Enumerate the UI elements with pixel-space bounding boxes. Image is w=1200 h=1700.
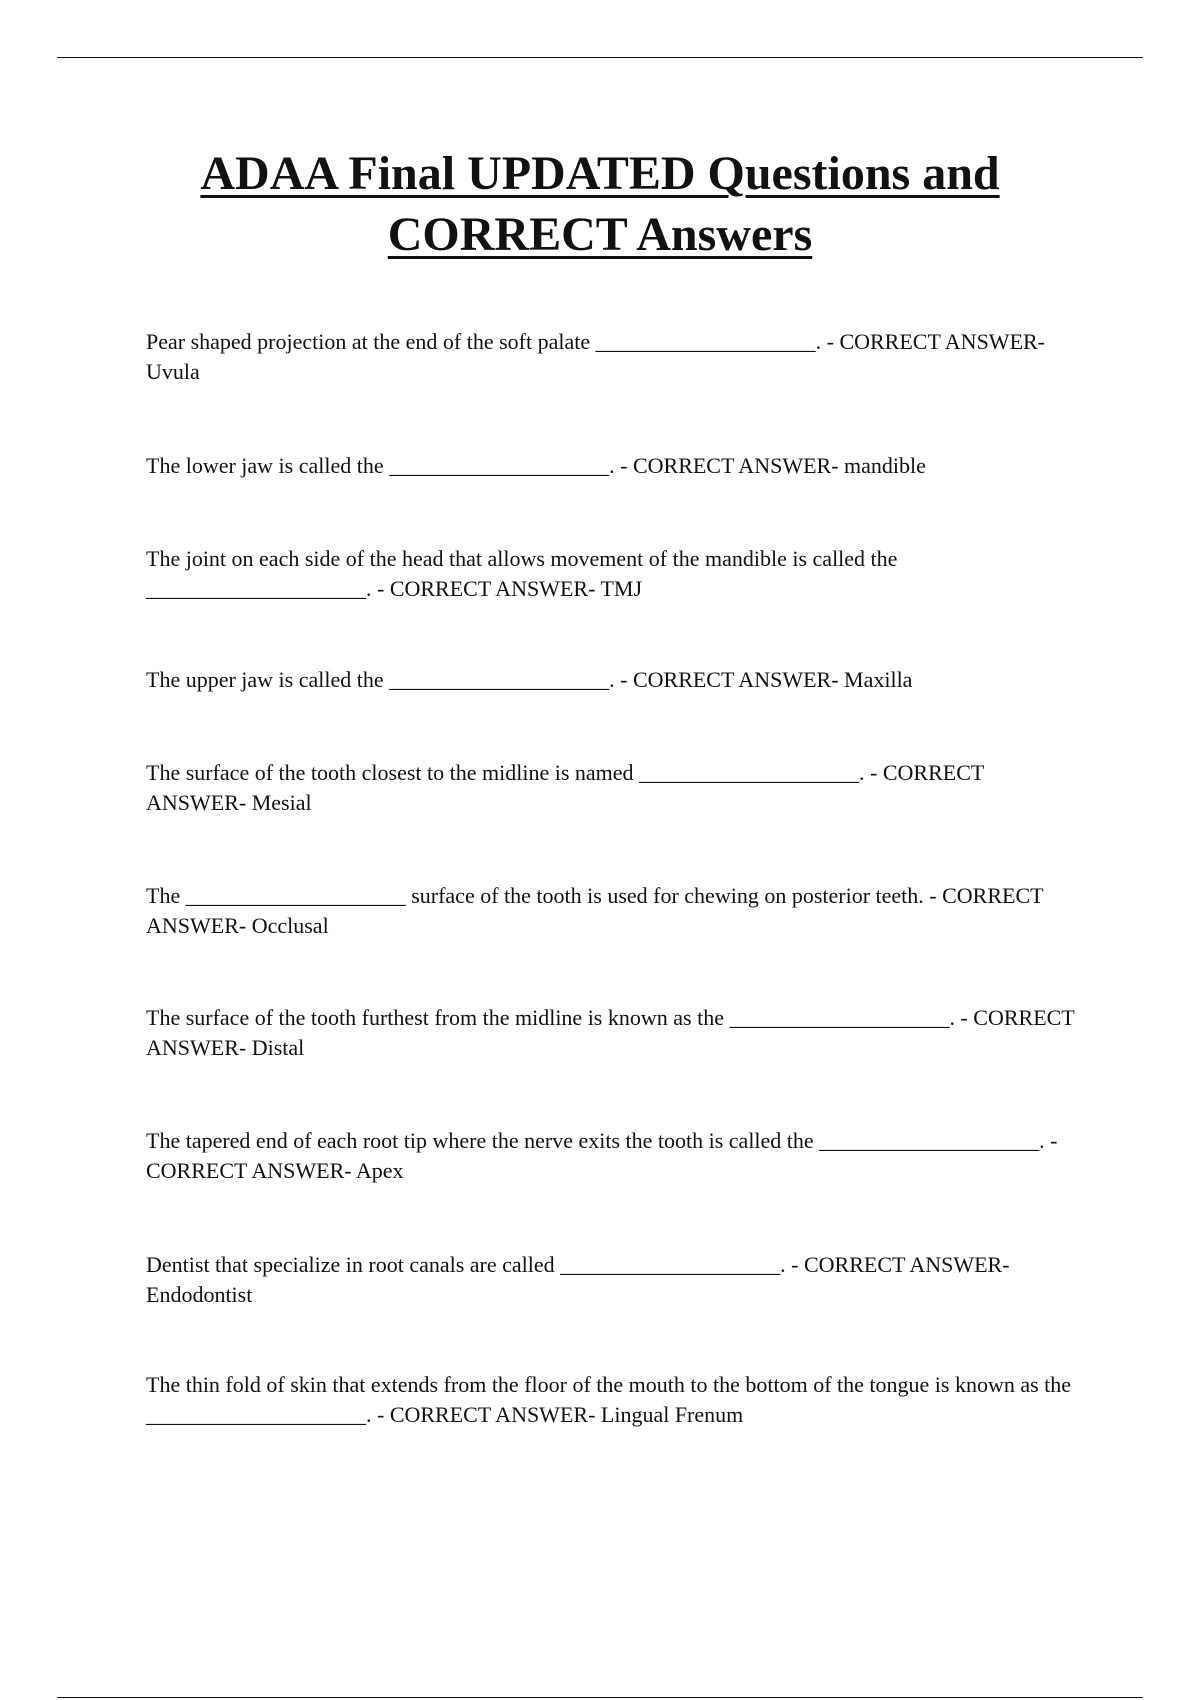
title-line-2: CORRECT Answers (387, 208, 813, 261)
question-8: The tapered end of each root tip where the nerve exits the tooth is called the ____________________. - CORRECT ANSWER- Apex (146, 1128, 1058, 1183)
question-2: The lower jaw is called the ____________________. - CORRECT ANSWER- mandible (146, 453, 926, 478)
question-6: The ____________________ surface of the tooth is used for chewing on posterior teeth. - CORRECT ANSWER- Occlusal (146, 883, 1044, 938)
document-title (100, 143, 1100, 265)
question-4: The upper jaw is called the ____________________. - CORRECT ANSWER- Maxilla (146, 667, 913, 692)
question-1: Pear shaped projection at the end of the soft palate ____________________. - CORRECT ANSWER- Uvula (146, 329, 1046, 384)
question-3: The joint on each side of the head that allows movement of the mandible is called the ____________________. - CORRECT ANSWER- TMJ (146, 546, 898, 601)
bottom-rule (57, 1697, 1143, 1698)
title-line-1: ADAA Final UPDATED Questions and (200, 147, 1000, 200)
question-7: The surface of the tooth furthest from the midline is known as the ____________________. - CORRECT ANSWER- Distal (146, 1005, 1075, 1060)
top-rule (57, 57, 1143, 58)
question-10: The thin fold of skin that extends from the floor of the mouth to the bottom of the tongue is known as the ____________________. - CORRECT ANSWER- Lingual Frenum (146, 1372, 1072, 1427)
question-5: The surface of the tooth closest to the midline is named ____________________. - CORRECT ANSWER- Mesial (146, 760, 984, 815)
question-9: Dentist that specialize in root canals are called ____________________. - CORRECT ANSWER- Endodontist (146, 1252, 1010, 1307)
